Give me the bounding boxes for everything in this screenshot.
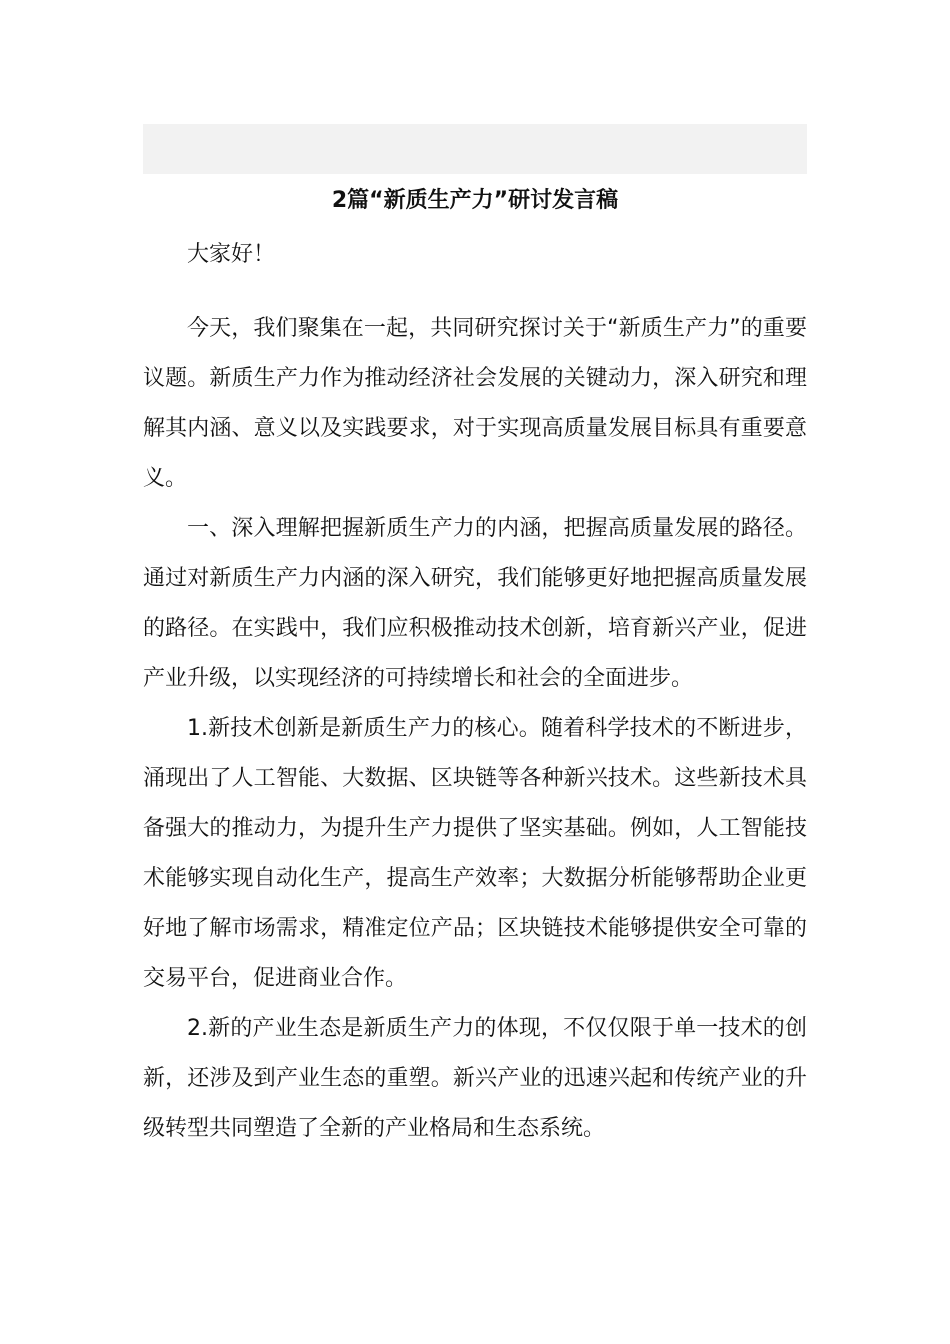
greeting-paragraph: 大家好！ [187, 242, 276, 267]
document-body [143, 230, 807, 1154]
section-one-paragraph: 一、深入理解把握新质生产力的内涵，把握高质量发展的路径。通过对新质生产力内涵的深入研究，我们能够更好地把握高质量发展的路径。在实践中，我们应积极推动技术创新，培育新兴产业，促进产业升级，以实现经济的可持续增长和社会的全面进步。 [143, 516, 807, 691]
point-one-paragraph: 1.新技术创新是新质生产力的核心。随着科学技术的不断进步，涌现出了人工智能、大数据、区块链等各种新兴技术。这些新技术具备强大的推动力，为提升生产力提供了坚实基础。例如，人工智能技术能够实现自动化生产，提高生产效率；大数据分析能够帮助企业更好地了解市场需求，精准定位产品；区块链技术能够提供安全可靠的交易平台，促进商业合作。 [143, 716, 807, 991]
document-title: 2篇“新质生产力”研讨发言稿 [331, 188, 619, 213]
point-two-paragraph: 2.新的产业生态是新质生产力的体现，不仅仅限于单一技术的创新，还涉及到产业生态的重塑。新兴产业的迅速兴起和传统产业的升级转型共同塑造了全新的产业格局和生态系统。 [143, 1016, 807, 1141]
header-band [143, 124, 807, 174]
intro-paragraph: 今天，我们聚集在一起，共同研究探讨关于“新质生产力”的重要议题。新质生产力作为推动经济社会发展的关键动力，深入研究和理解其内涵、意义以及实践要求，对于实现高质量发展目标具有重要意义。 [143, 316, 807, 491]
